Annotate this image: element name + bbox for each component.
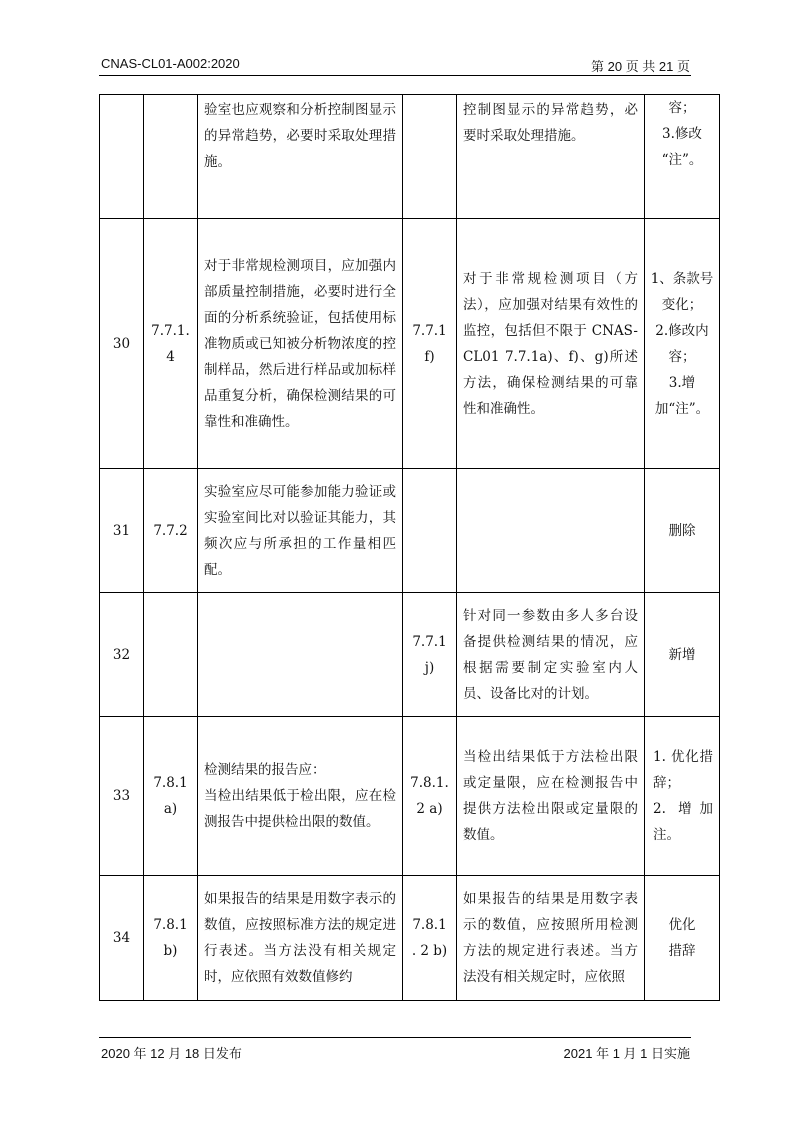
old-clause-text: 检测结果的报告应： 当检出结果低于检出限，应在检测报告中提供检出限的数值。: [198, 717, 403, 876]
old-clause-text: 对于非常规检测项目，应加强内部质量控制措施，必要时进行全面的分析系统验证，包括使用标准物质或已知被分析物浓度的控制样品，然后进行样品或加标样品重复分析，确保检测结果的可靠性和准确性。: [198, 219, 403, 469]
old-clause-number: [144, 95, 198, 219]
table-row: [100, 593, 720, 717]
new-clause-text: 针对同一参数由多人多台设备提供检测结果的情况，应根据需要制定实验室内人员、设备比对的计划。: [457, 593, 645, 717]
old-clause-text: 验室也应观察和分析控制图显示的异常趋势，必要时采取处理措施。: [198, 95, 403, 219]
old-clause-text: 如果报告的结果是用数字表示的数值，应按照标准方法的规定进行表述。当方法没有相关规定时，应依照有效数值修约: [198, 876, 403, 1001]
row-number: 33: [100, 717, 144, 876]
implement-date: 2021 年 1 月 1 日实施: [563, 1046, 690, 1061]
old-clause-number: 7.8.1 b): [144, 876, 198, 1001]
table-row: [100, 95, 720, 219]
row-number: 34: [100, 876, 144, 1001]
table-row: [100, 219, 720, 469]
change-remark: 1、条款号变化； 2.修改内容； 3.增加“注”。: [645, 219, 720, 469]
new-clause-number: 7.8.1 . 2 b): [403, 876, 457, 1001]
change-remark: 1. 优化措辞； 2. 增加注。: [645, 717, 720, 876]
new-clause-text: 当检出结果低于方法检出限或定量限，应在检测报告中提供方法检出限或定量限的数值。: [457, 717, 645, 876]
new-clause-number: 7.7.1 f): [403, 219, 457, 469]
new-clause-number: 7.8.1. 2 a): [403, 717, 457, 876]
old-clause-number: [144, 593, 198, 717]
row-number: 32: [100, 593, 144, 717]
change-remark: 优化 措辞: [645, 876, 720, 1001]
old-clause-number: 7.7.1. 4: [144, 219, 198, 469]
new-clause-text: [457, 469, 645, 593]
old-clause-text: [198, 593, 403, 717]
change-remark: 容； 3.修改 “注”。: [645, 95, 720, 219]
clause-comparison-table: [99, 94, 720, 1001]
old-clause-text: 实验室应尽可能参加能力验证或实验室间比对以验证其能力，其频次应与所承担的工作量相匹配。: [198, 469, 403, 593]
row-number: [100, 95, 144, 219]
footer-divider: [99, 1037, 691, 1038]
row-number: 31: [100, 469, 144, 593]
document-code: CNAS-CL01-A002:2020: [101, 56, 240, 71]
new-clause-number: [403, 95, 457, 219]
publish-date: 2020 年 12 月 18 日发布: [101, 1046, 242, 1061]
old-clause-number: 7.7.2: [144, 469, 198, 593]
change-remark: 新增: [645, 593, 720, 717]
new-clause-text: 如果报告的结果是用数字表示的数值，应按照所用检测方法的规定进行表述。当方法没有相关规定时，应依照: [457, 876, 645, 1001]
new-clause-number: 7.7.1 j): [403, 593, 457, 717]
new-clause-number: [403, 469, 457, 593]
row-number: 30: [100, 219, 144, 469]
page-number: 第 20 页 共 21 页: [591, 59, 690, 74]
table-row: [100, 717, 720, 876]
new-clause-text: 对于非常规检测项目（方法），应加强对结果有效性的监控，包括但不限于 CNAS-CL01 7.7.1a)、f)、g)所述方法，确保检测结果的可靠性和准确性。: [457, 219, 645, 469]
change-remark: 删除: [645, 469, 720, 593]
new-clause-text: 控制图显示的异常趋势，必要时采取处理措施。: [457, 95, 645, 219]
table-row: [100, 876, 720, 1001]
header-divider: [99, 75, 691, 76]
old-clause-number: 7.8.1 a): [144, 717, 198, 876]
table-row: [100, 469, 720, 593]
